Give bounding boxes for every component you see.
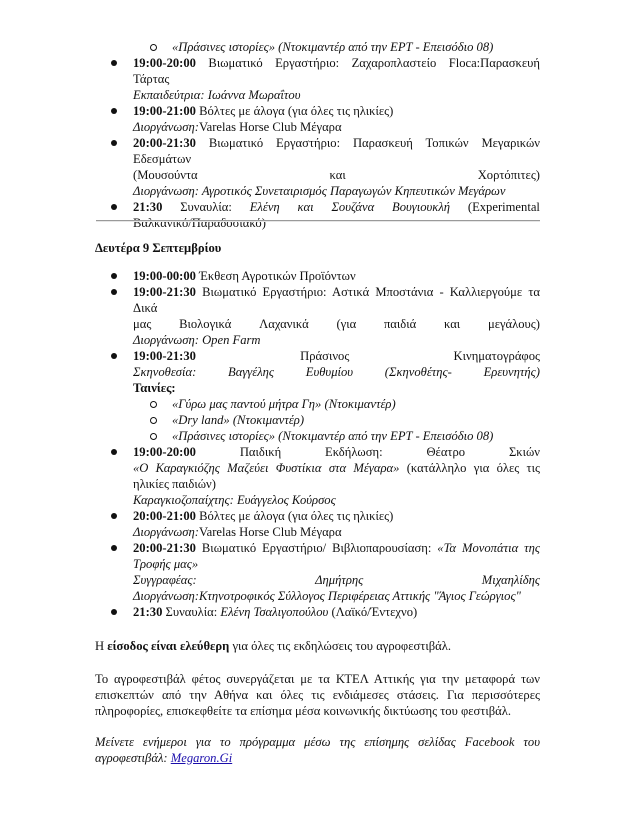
concert-label: Συναυλία: xyxy=(180,200,232,214)
films-label: Ταινίες: xyxy=(133,381,176,395)
film-item: «Πράσινες ιστορίες» (Ντοκιμαντέρ από την ΕΡΤ - Επεισόδιο 08) xyxy=(172,428,540,444)
event-title: Βόλτες με άλογα (για όλες τις ηλικίες) xyxy=(199,104,394,118)
genre: (Experimental xyxy=(467,200,540,214)
event-item xyxy=(133,55,540,103)
event-performer: Καραγκιοζοπαίχτης: Ευάγγελος Κούρσος xyxy=(133,493,336,507)
book-title: «Τα Μονοπάτια της Τροφής μας» xyxy=(133,541,540,571)
section-divider xyxy=(96,220,540,222)
event-time: 20:00-21:30 xyxy=(133,136,196,150)
event-author: Συγγραφέας: Δημήτρης Μιχαηλίδης xyxy=(133,573,540,587)
film-item: «Πράσινες ιστορίες» (Ντοκιμαντέρ από την ΕΡΤ - Επεισόδιο 08) xyxy=(172,39,540,55)
free-entry-note: Η είσοδος είναι ελεύθερη για όλες τις εκδηλώσεις του αγροφεστιβάλ. xyxy=(95,639,451,653)
facebook-note: Μείνετε ενήμεροι για το πρόγραμμα μέσω της επίσημης σελίδας Facebook του αγροφεστιβάλ: Megaron.Gi xyxy=(95,735,540,765)
event-item xyxy=(133,268,540,284)
facebook-link[interactable]: Megaron.Gi xyxy=(170,751,233,765)
event-title: Βιωματικό Εργαστήριο: Παρασκευή Τοπικών Μεγαρικών Εδεσμάτων xyxy=(133,136,540,166)
event-instructor: Εκπαιδεύτρια: Ιωάννα Μωραΐτου xyxy=(133,88,301,102)
event-time: 20:00-21:30 xyxy=(133,541,196,555)
event-title-continued: μας Βιολογικά Λαχανικά (για παιδιά και μεγάλους) xyxy=(133,317,540,331)
event-time: 19:00-21:00 xyxy=(133,104,196,118)
event-item xyxy=(133,540,540,604)
event-time: 20:00-21:00 xyxy=(133,509,196,523)
event-time: 19:00-20:00 xyxy=(133,445,196,459)
event-item xyxy=(133,135,540,199)
event-item xyxy=(133,604,540,620)
event-item xyxy=(133,103,540,135)
performer: Ελένη Τσαλιγοπούλου xyxy=(220,605,329,619)
event-list xyxy=(95,268,540,620)
event-title: Έκθεση Αγροτικών Προϊόντων xyxy=(199,269,356,283)
event-item xyxy=(133,508,540,540)
film-item: «Γύρω μας παντού μήτρα Γη» (Ντοκιμαντέρ) xyxy=(172,396,540,412)
genre: (Λαϊκό/Έντεχνο) xyxy=(331,605,418,619)
film-sublist xyxy=(95,39,540,55)
event-organizer: Διοργάνωση:Κτηνοτροφικός Σύλλογος Περιφέρειας Αττικής "Άγιος Γεώργιος" xyxy=(133,589,521,603)
event-item: 19:00-21:30 Πράσινος Κινηματογράφος Σκηνοθεσία: Βαγγέλης Ευθυμίου (Σκηνοθέτης- Ερευνητής) Ταινίες: «Γύρω μας παντού μήτρα Γη» (Ντοκιμαντέρ) «Dry land» (Ντοκιμαντέρ) «Πράσινες ιστορίες» (Ντοκιμαντέρ από την ΕΡΤ - Επεισόδιο 08) xyxy=(133,349,540,443)
event-time: 19:00-21:30 xyxy=(133,349,196,363)
organizer-value: Varelas Horse Club Μέγαρα xyxy=(198,525,342,539)
event-title-continued: (Μουσούντα και Χορτόπιτες) xyxy=(133,168,540,182)
event-director: Σκηνοθεσία: Βαγγέλης Ευθυμίου (Σκηνοθέτης- Ερευνητής) xyxy=(133,365,540,379)
event-title: Βιωματικό Εργαστήριο: Ζαχαροπλαστείο Floca:Παρασκευή Τάρτας xyxy=(133,56,541,86)
event-item: 19:00-20:00 Παιδική Εκδήλωση: Θέατρο Σκιών «Ο Καραγκιόζης Μαζεύει Φυστίκια στα Μέγαρα» (κατάλληλο για όλες τις ηλικίες παιδιών) Καραγκιοζοπαίχτης: Ευάγγελος Κούρσος xyxy=(133,445,540,507)
event-time: 21:30 xyxy=(133,200,163,214)
event-organizer: Διοργάνωση: Αγροτικός Συνεταιρισμός Παραγωγών Κηπευτικών Μεγάρων xyxy=(133,184,506,198)
transport-note: Το αγροφεστιβάλ φέτος συνεργάζεται με τα ΚΤΕΛ Αττικής για την μεταφορά των επισκεπτών από την Αθήνα και όλες τις ενδιάμεσες στάσεις. Για περισσότερες πληροφορίες, επισκεφθείτε τα επίσημα μέσα κοινωνικής δικτύωσης του φεστιβάλ. xyxy=(95,672,540,718)
event-title: Βόλτες με άλογα (για όλες τις ηλικίες) xyxy=(199,509,394,523)
section-monday xyxy=(95,268,540,620)
event-organizer: Διοργάνωση: Open Farm xyxy=(133,333,261,347)
event-time: 19:00-00:00 xyxy=(133,269,196,283)
free-entry-bold: είσοδος είναι ελεύθερη xyxy=(107,639,230,653)
event-list xyxy=(95,55,540,231)
organizer-label: Διοργάνωση: xyxy=(133,120,199,134)
organizer-value: Varelas Horse Club Μέγαρα xyxy=(198,120,342,134)
play-note: (κατάλληλο για όλες τις ηλικίες παιδιών) xyxy=(133,461,540,491)
event-time: 19:00-20:00 xyxy=(133,56,196,70)
event-time: 19:00-21:30 xyxy=(133,285,196,299)
play-title: «Ο Καραγκιόζης Μαζεύει Φυστίκια στα Μέγαρα» xyxy=(133,461,400,475)
performer: Ελένη xyxy=(249,200,280,214)
event-title: Βιωματικό Εργαστήριο: Αστικά Μποστάνια - Καλλιεργούμε τα Δικά xyxy=(133,285,540,315)
section-previous-day xyxy=(95,39,540,231)
concert-label: Συναυλία: xyxy=(165,605,218,619)
event-time: 21:30 xyxy=(133,605,163,619)
event-item: 21:30 Συναυλία: Ελένη και Σουζάνα Βουγιουκλή (Experimental Βαλκανικό/Παραδοσιακό) xyxy=(133,200,540,230)
event-title: Βιωματικό Εργαστήριο/ Βιβλιοπαρουσίαση: xyxy=(201,541,432,555)
film-item: «Dry land» (Ντοκιμαντέρ) xyxy=(172,412,540,428)
film-sublist xyxy=(133,396,540,444)
organizer-label: Διοργάνωση: xyxy=(133,525,199,539)
event-item xyxy=(133,284,540,348)
day-heading: Δευτέρα 9 Σεπτεμβρίου xyxy=(95,241,222,255)
event-title: Πράσινος xyxy=(300,349,350,363)
